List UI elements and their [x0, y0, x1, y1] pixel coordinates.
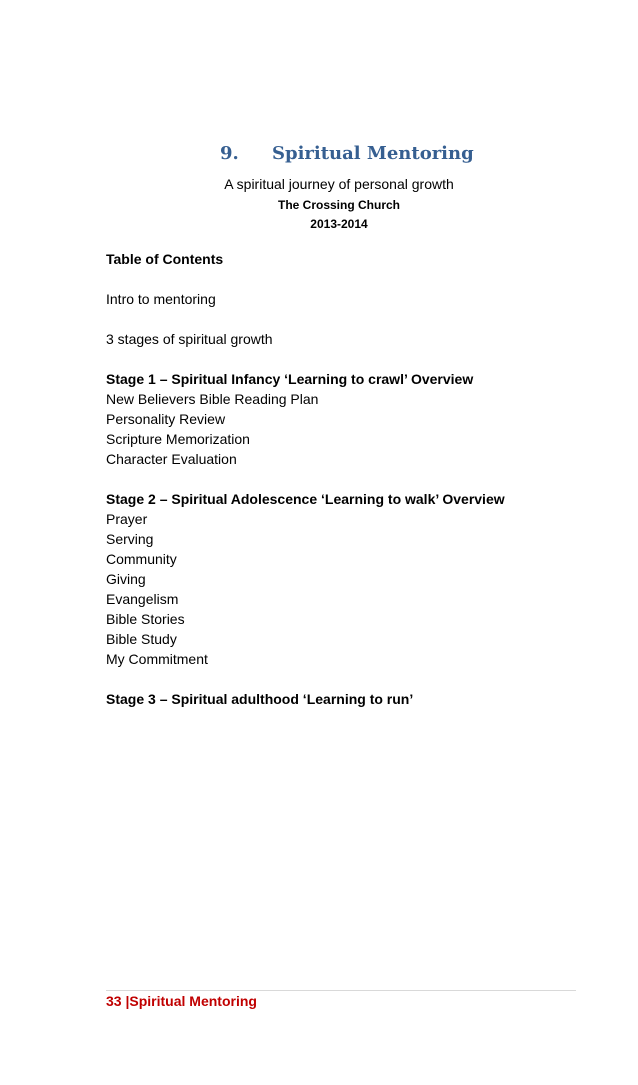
- footer-separator: |: [125, 993, 130, 1009]
- toc-stage1-item: New Believers Bible Reading Plan: [106, 391, 319, 407]
- toc-stage2-item: Prayer: [106, 511, 148, 527]
- year-range: 2013-2014: [310, 217, 368, 231]
- toc-stage1-item: Scripture Memorization: [106, 431, 250, 447]
- toc-stage2-item: Evangelism: [106, 591, 179, 607]
- toc-stage2-item: Bible Study: [106, 631, 177, 647]
- footer-divider: [106, 990, 576, 991]
- toc-stage2-item: Serving: [106, 531, 154, 547]
- toc-item-stages-overview: 3 stages of spiritual growth: [106, 331, 273, 347]
- chapter-number: 9.: [220, 143, 239, 164]
- toc-stage2-item: Giving: [106, 571, 146, 587]
- organization-name: The Crossing Church: [277, 198, 400, 212]
- toc-stage1-item: Personality Review: [106, 411, 226, 427]
- toc-stage2-title: Stage 2 – Spiritual Adolescence ‘Learning to walk’ Overview: [106, 491, 505, 507]
- page-number: 33: [106, 993, 122, 1009]
- subtitle: A spiritual journey of personal growth: [224, 176, 454, 192]
- toc-item-intro: Intro to mentoring: [106, 291, 216, 307]
- toc-stage1-title: Stage 1 – Spiritual Infancy ‘Learning to crawl’ Overview: [106, 371, 474, 387]
- chapter-title: Spiritual Mentoring: [272, 143, 474, 164]
- toc-stage2-item: Community: [106, 551, 177, 567]
- page-footer: [106, 993, 257, 1009]
- chapter-heading: [220, 143, 474, 164]
- footer-section-title: Spiritual Mentoring: [129, 993, 257, 1009]
- toc-stage3-title: Stage 3 – Spiritual adulthood ‘Learning to run’: [106, 691, 414, 707]
- table-of-contents: [106, 249, 586, 709]
- toc-stage2-item: Bible Stories: [106, 611, 185, 627]
- toc-stage2-item: My Commitment: [106, 651, 208, 667]
- toc-stage1-item: Character Evaluation: [106, 451, 237, 467]
- toc-heading: Table of Contents: [106, 251, 224, 267]
